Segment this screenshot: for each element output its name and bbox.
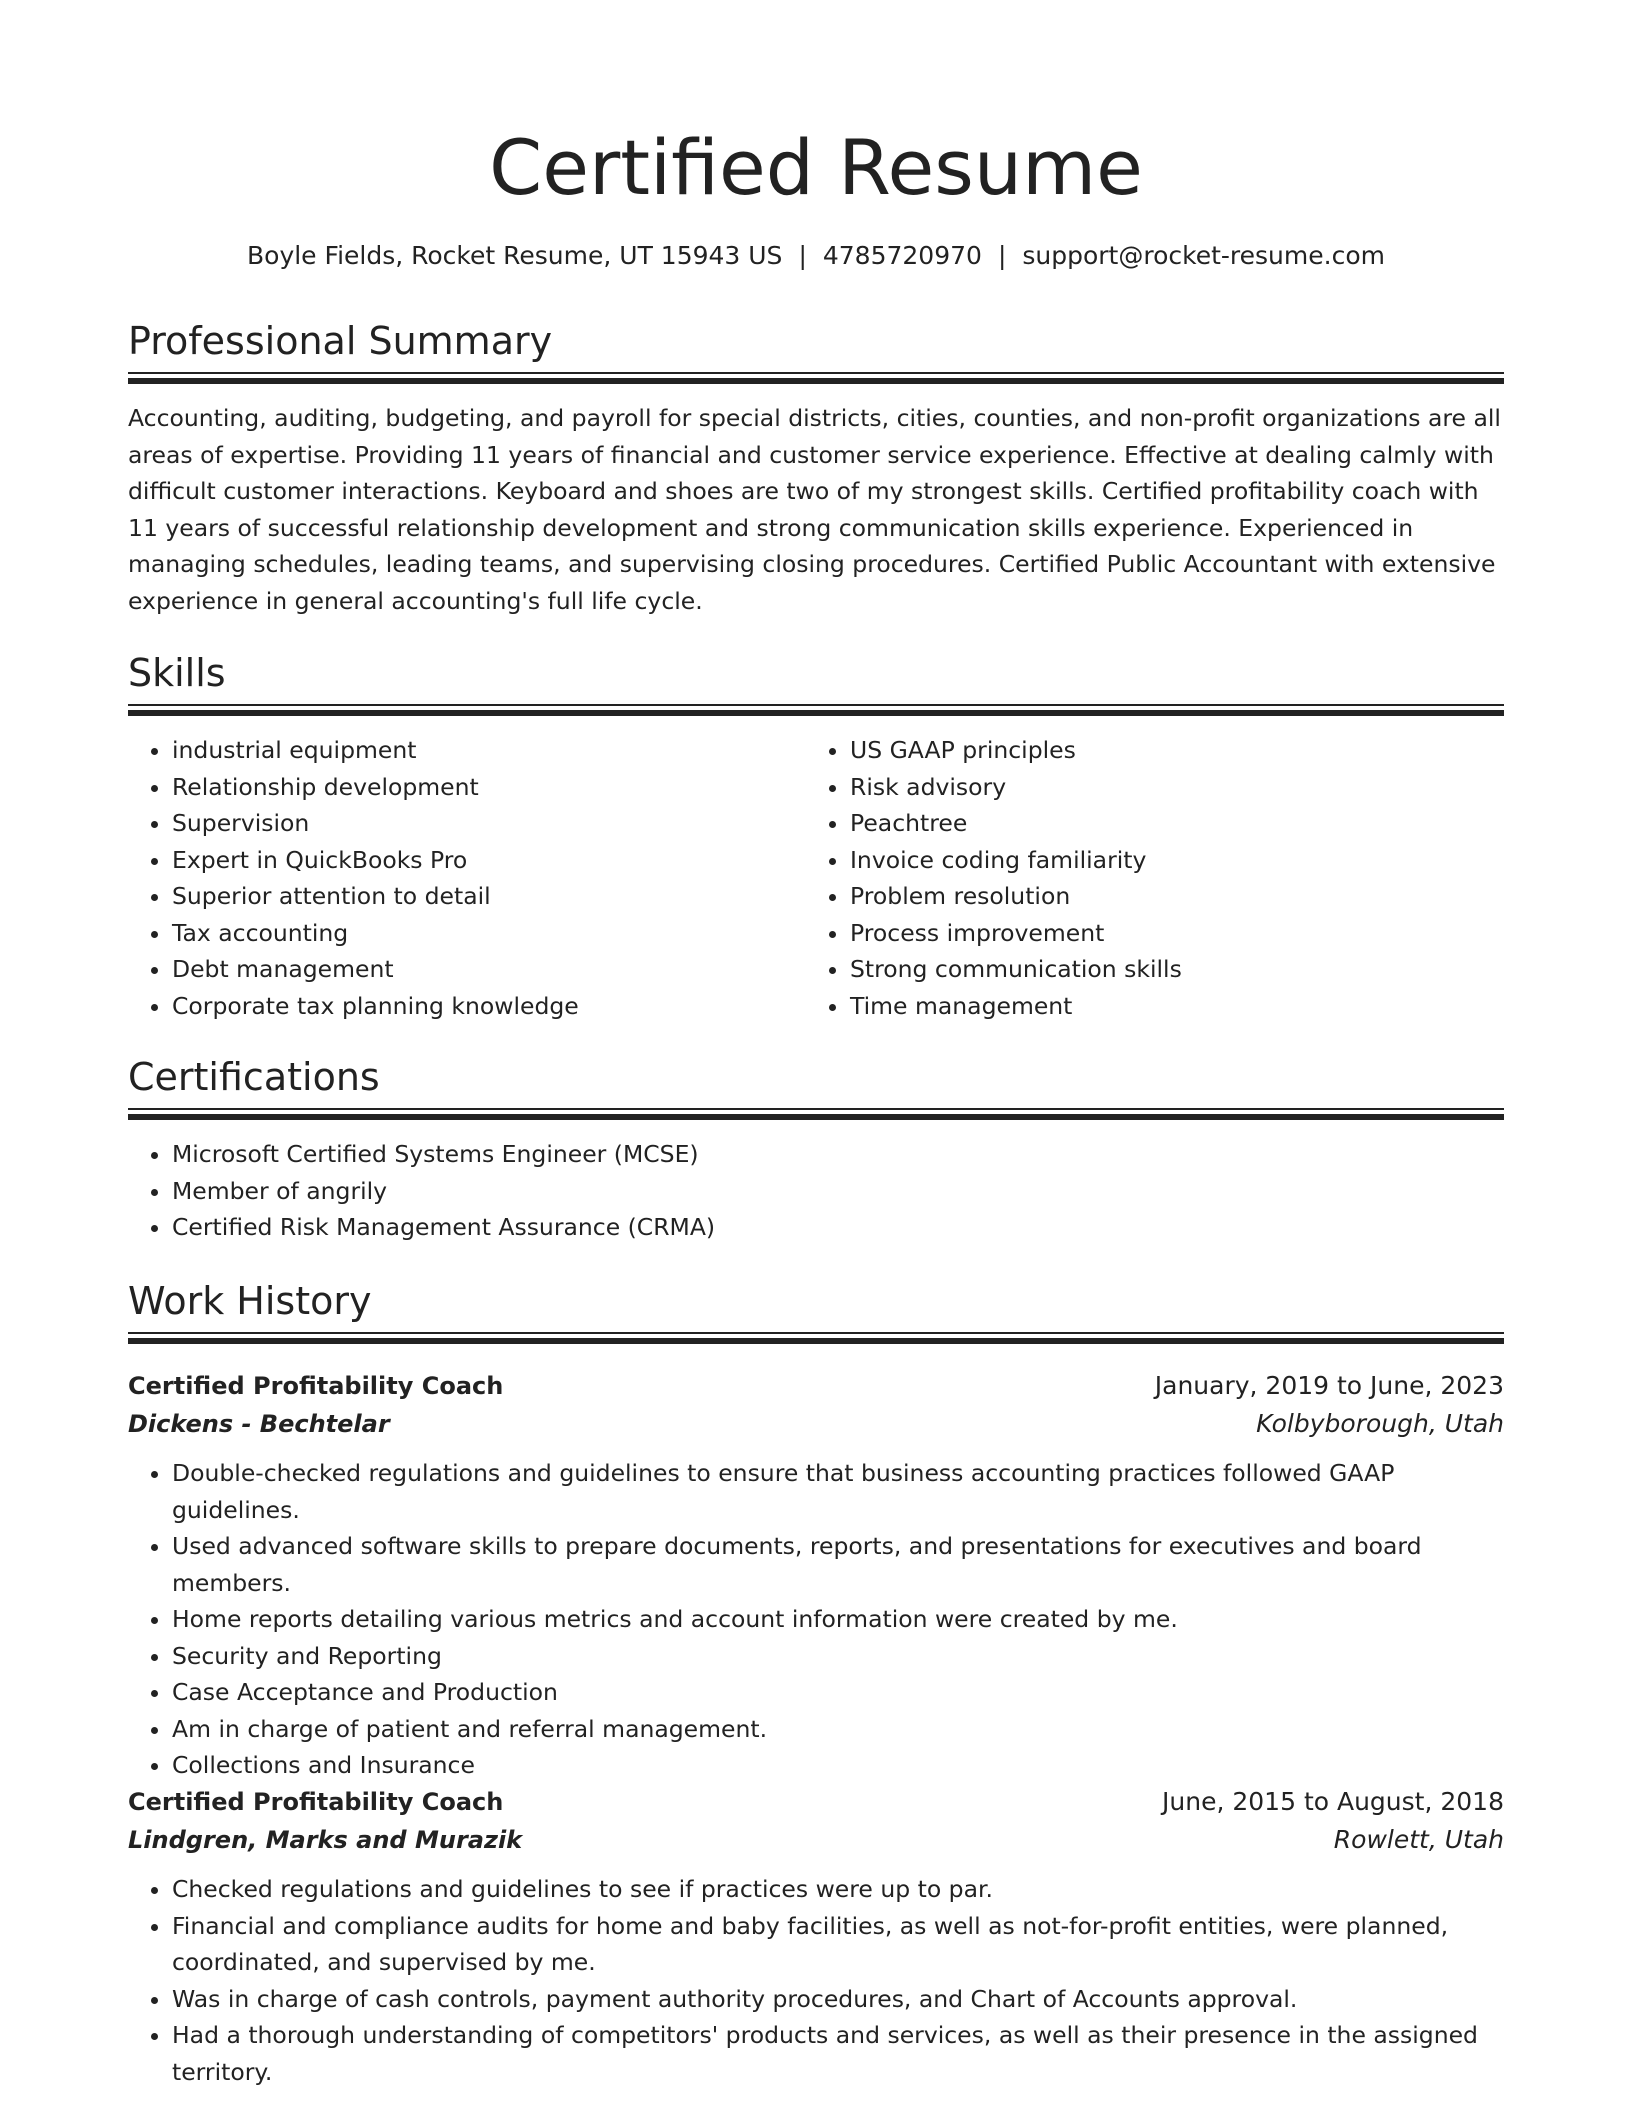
job-bullet: • Had a thorough understanding of competitors' products and services, as well as their presence in the assigned territory.	[172, 2017, 1504, 2090]
certification-item: • Microsoft Certified Systems Engineer (MCSE)	[172, 1136, 1504, 1173]
section-divider	[128, 1332, 1504, 1346]
job-header-row	[128, 1367, 1504, 1405]
skills-section	[128, 648, 1504, 1024]
skill-item: • Expert in QuickBooks Pro	[172, 842, 806, 879]
job-dates: June, 2015 to August, 2018	[1162, 1787, 1504, 1816]
job-bullet: • Used advanced software skills to prepare documents, reports, and presentations for executives and board members.	[172, 1528, 1504, 1601]
skill-item: • Tax accounting	[172, 915, 806, 952]
skills-list-left	[128, 732, 806, 1024]
contact-phone: 4785720970	[822, 241, 982, 270]
skill-item: • Corporate tax planning knowledge	[172, 988, 806, 1025]
skills-list-right	[806, 732, 1484, 1024]
job-bullet: • Checked regulations and guidelines to see if practices were up to par.	[172, 1871, 1504, 1908]
job-bullet: • Case Acceptance and Production	[172, 1674, 1504, 1711]
skills-heading: Skills	[128, 651, 226, 695]
skill-item: • Supervision	[172, 805, 806, 842]
contact-address: Boyle Fields, Rocket Resume, UT 15943 US	[247, 241, 783, 270]
contact-line	[128, 238, 1504, 274]
skill-item: • Peachtree	[850, 805, 1484, 842]
summary-text: Accounting, auditing, budgeting, and payroll for special districts, cities, counties, and non-profit organizations are all areas of expertise. Providing 11 years of financial and customer service experience. Effective at dealing calmly with difficult customer interactions. Keyboard and shoes are two of my strongest skills. Certified profitability coach with 11 years of successful relationship development and strong communication skills experience. Experienced in managing schedules, leading teams, and supervising closing procedures. Certified Public Accountant with extensive experience in general accounting's full life cycle.	[128, 404, 1501, 615]
skill-item: • Risk advisory	[850, 769, 1484, 806]
job-title: Certified Profitability Coach	[128, 1788, 504, 1816]
job-bullet: • Double-checked regulations and guidelines to ensure that business accounting practices followed GAAP guidelines.	[172, 1455, 1504, 1528]
contact-separator: |	[798, 241, 807, 270]
certifications-section	[128, 1052, 1504, 1246]
job-bullet: • Home reports detailing various metrics and account information were created by me.	[172, 1601, 1504, 1638]
job-company-row	[128, 1821, 1504, 1859]
skill-item: • Time management	[850, 988, 1484, 1025]
work-history-heading: Work History	[128, 1279, 372, 1323]
skill-item: • Superior attention to detail	[172, 878, 806, 915]
job-company-row	[128, 1405, 1504, 1443]
job-bullets	[128, 1871, 1504, 2090]
certifications-list	[128, 1136, 1504, 1246]
job-bullet: • Am in charge of patient and referral management.	[172, 1711, 1504, 1748]
skill-item: • US GAAP principles	[850, 732, 1484, 769]
job-entry	[128, 1783, 1504, 2090]
job-dates: January, 2019 to June, 2023	[1154, 1371, 1504, 1400]
certifications-heading: Certifications	[128, 1055, 380, 1099]
skill-item: • industrial equipment	[172, 732, 806, 769]
skill-item: • Strong communication skills	[850, 951, 1484, 988]
skill-item: • Process improvement	[850, 915, 1484, 952]
job-bullet: • Collections and Insurance	[172, 1747, 1504, 1784]
job-title: Certified Profitability Coach	[128, 1372, 504, 1400]
section-divider	[128, 704, 1504, 718]
summary-section	[128, 316, 1504, 619]
section-divider	[128, 372, 1504, 386]
certification-item: • Certified Risk Management Assurance (CRMA)	[172, 1209, 1504, 1246]
resume-name: Certified Resume	[489, 123, 1143, 212]
job-bullet: • Financial and compliance audits for home and baby facilities, as well as not-for-profit entities, were planned, coordinated, and supervised by me.	[172, 1908, 1504, 1981]
certification-item: • Member of angrily	[172, 1173, 1504, 1210]
contact-separator: |	[997, 241, 1007, 270]
job-bullet: • Security and Reporting	[172, 1638, 1504, 1675]
skill-item: • Invoice coding familiarity	[850, 842, 1484, 879]
job-location: Rowlett, Utah	[1333, 1825, 1504, 1854]
skill-item: • Debt management	[172, 951, 806, 988]
job-bullets	[128, 1455, 1504, 1784]
skills-grid	[128, 718, 1504, 1024]
skill-item: • Relationship development	[172, 769, 806, 806]
contact-email: support@rocket-resume.com	[1022, 241, 1385, 270]
job-company: Dickens - Bechtelar	[128, 1410, 390, 1438]
job-bullet: • Was in charge of cash controls, payment authority procedures, and Chart of Accounts approval.	[172, 1981, 1504, 2018]
summary-heading: Professional Summary	[128, 319, 553, 363]
section-divider	[128, 1108, 1504, 1122]
work-history-section	[128, 1276, 1504, 1346]
job-entry	[128, 1367, 1504, 1784]
job-header-row	[128, 1783, 1504, 1821]
skill-item: • Problem resolution	[850, 878, 1484, 915]
job-company: Lindgren, Marks and Murazik	[128, 1826, 523, 1854]
job-location: Kolbyborough, Utah	[1256, 1409, 1504, 1438]
